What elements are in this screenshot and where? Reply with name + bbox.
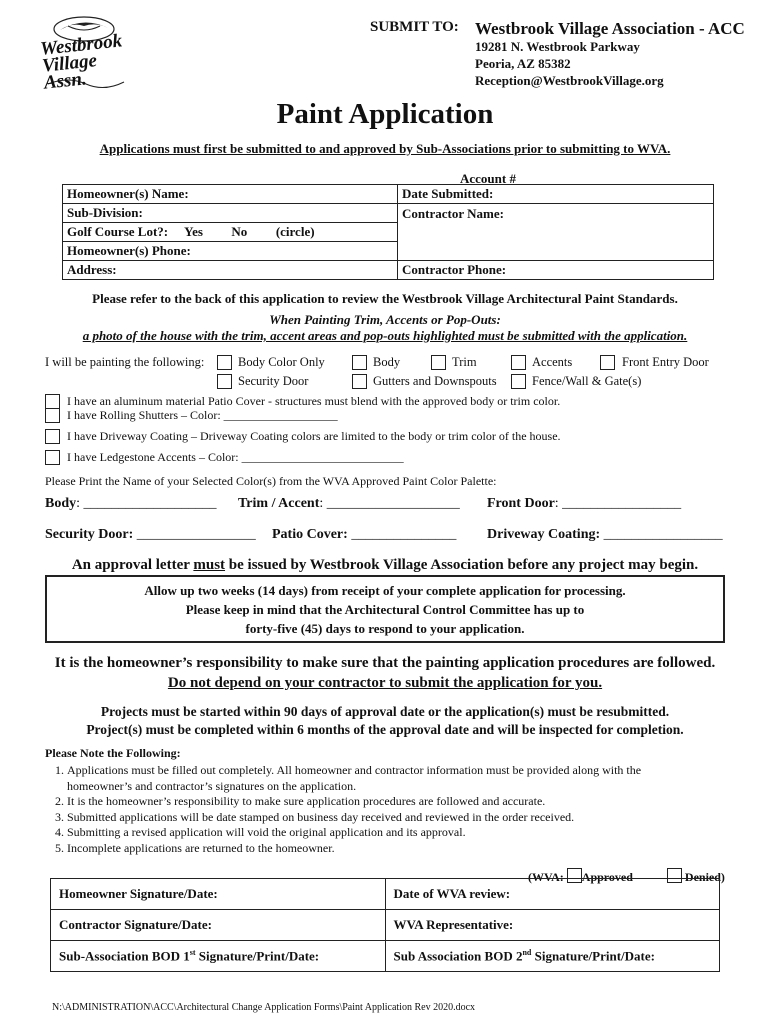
list-item: 1. Applications must be filled out completely. All homeowner and contractor information must be provided along with the homeowner’s and contractor’s signatures on the application.: [67, 763, 707, 794]
homeowner-signature-field[interactable]: Homeowner Signature/Date:: [51, 879, 386, 910]
checkbox-body[interactable]: [352, 355, 367, 370]
color-driveway-line: _________________: [600, 527, 723, 542]
checkbox-driveway-coating[interactable]: [45, 429, 60, 444]
box-line-2: Please keep in mind that the Architectural Control Committee has up to: [185, 602, 585, 617]
notes-list: [46, 763, 707, 856]
option-security-door: Security Door: [238, 374, 309, 388]
extra-ledgestone: I have Ledgestone Accents – Color: ___________________________: [67, 450, 404, 464]
bod2-label: Sub Association BOD 2: [393, 948, 523, 964]
color-front-door-line: : _________________: [554, 496, 682, 511]
submit-to-label: SUBMIT TO:: [370, 19, 459, 35]
checkbox-trim[interactable]: [431, 355, 446, 370]
signature-table: [50, 878, 720, 972]
color-front-door-label: Front Door: [487, 496, 555, 511]
checkbox-patio-cover[interactable]: [45, 394, 60, 409]
list-item: 4. Submitting a revised application will void the original application and its approval.: [67, 825, 707, 841]
refer-text: Please refer to the back of this application to review the Westbrook Village Architectural Paint Standards.: [92, 291, 678, 306]
color-trim-label: Trim / Accent: [238, 496, 320, 511]
contractor-signature-field[interactable]: Contractor Signature/Date:: [51, 910, 386, 941]
bod2-sup: nd: [522, 947, 532, 957]
color-security-label: Security Door:: [45, 527, 134, 542]
color-trim-line: : ___________________: [319, 496, 460, 511]
option-body: Body: [373, 355, 401, 369]
list-item: 5. Incomplete applications are returned to the homeowner.: [67, 841, 707, 857]
date-submitted-field[interactable]: Date Submitted:: [398, 185, 714, 204]
approval-must: must: [193, 557, 226, 573]
color-patio-line: _______________: [347, 527, 457, 542]
color-body-label: Body: [45, 496, 77, 511]
golf-circle-hint: (circle): [275, 224, 315, 239]
dont-depend-text: Do not depend on your contractor to submit the application for you.: [167, 675, 603, 691]
palette-prompt: Please Print the Name of your Selected Color(s) from the WVA Approved Paint Color Palette:: [45, 474, 497, 488]
extra-patio-cover: I have an aluminum material Patio Cover - structures must blend with the approved body or trim color.: [67, 394, 561, 408]
option-gutters: Gutters and Downspouts: [373, 374, 497, 388]
color-driveway-label: Driveway Coating:: [487, 527, 601, 542]
please-note-heading: Please Note the Following:: [45, 746, 181, 760]
approval-before: An approval letter: [71, 557, 194, 573]
color-security-line: _________________: [133, 527, 256, 542]
color-body-line: : ___________________: [76, 496, 217, 511]
photo-requirement: a photo of the house with the trim, accent areas and pop-outs highlighted must be submitted with the application.: [82, 328, 688, 343]
box-line-1: Allow up two weeks (14 days) from receipt of your complete application for processing.: [144, 583, 626, 598]
color-security-door-field[interactable]: [45, 527, 256, 543]
approval-notice: [0, 557, 770, 574]
extra-driveway-coating: I have Driveway Coating – Driveway Coating colors are limited to the body or trim color of the house.: [67, 429, 561, 443]
project-start-line: Projects must be started within 90 days of approval date or the application(s) must be resubmitted.: [100, 704, 670, 719]
contractor-phone-field[interactable]: Contractor Phone:: [398, 261, 714, 280]
checkbox-ledgestone[interactable]: [45, 450, 60, 465]
color-front-door-field[interactable]: [487, 496, 681, 512]
contractor-name-field[interactable]: Contractor Name:: [398, 204, 714, 261]
page-title: Paint Application: [276, 98, 494, 130]
option-trim: Trim: [452, 355, 477, 369]
subassoc-bod1-signature-field[interactable]: [51, 941, 386, 972]
address-line-3: Peoria, AZ 85382: [475, 56, 571, 71]
color-patio-label: Patio Cover:: [272, 527, 348, 542]
address-field[interactable]: Address:: [63, 261, 398, 280]
golf-yes-option[interactable]: Yes: [184, 224, 203, 239]
submit-address: [475, 19, 745, 89]
checkbox-security-door[interactable]: [217, 374, 232, 389]
wva-approved-label: Approved: [581, 870, 633, 884]
homeowner-name-field[interactable]: Homeowner(s) Name:: [63, 185, 398, 204]
bod1-label-post: Signature/Print/Date:: [195, 948, 320, 964]
address-line-2: 19281 N. Westbrook Parkway: [475, 39, 640, 54]
address-line-1: Westbrook Village Association - ACC: [475, 19, 745, 38]
list-item: 2. It is the homeowner’s responsibility to make sure application procedures are followed and accurate.: [67, 794, 707, 810]
checkbox-body-color-only[interactable]: [217, 355, 232, 370]
golf-label: Golf Course Lot?:: [67, 224, 169, 239]
checkbox-front-entry-door[interactable]: [600, 355, 615, 370]
subassoc-note: Applications must first be submitted to and approved by Sub-Associations prior to submitting to WVA.: [99, 141, 671, 156]
homeowner-phone-field[interactable]: Homeowner(s) Phone:: [63, 242, 398, 261]
wva-prefix: (WVA:: [528, 870, 564, 884]
option-body-color-only: Body Color Only: [238, 355, 325, 369]
wva-representative-field[interactable]: WVA Representative:: [385, 910, 720, 941]
checkbox-gutters[interactable]: [352, 374, 367, 389]
checkbox-accents[interactable]: [511, 355, 526, 370]
painting-label: I will be painting the following:: [45, 355, 205, 369]
logo-text: Westbrook Village Assn.: [39, 30, 124, 94]
golf-no-option[interactable]: No: [231, 224, 248, 239]
option-front-entry-door: Front Entry Door: [622, 355, 709, 369]
golf-course-field[interactable]: [63, 223, 398, 242]
color-driveway-field[interactable]: [487, 527, 723, 543]
bod1-sup: st: [189, 947, 196, 957]
checkbox-rolling-shutters[interactable]: [45, 408, 60, 423]
project-complete-line: Project(s) must be completed within 6 months of the approval date and will be inspected for completion.: [86, 722, 684, 737]
color-patio-cover-field[interactable]: [272, 527, 456, 543]
date-of-review-field[interactable]: Date of WVA review:: [385, 879, 720, 910]
project-deadlines: [0, 703, 770, 739]
option-accents: Accents: [532, 355, 573, 369]
address-line-4: Reception@WestbrookVillage.org: [475, 73, 664, 88]
list-item: 3. Submitted applications will be date stamped on business day received and reviewed in the order received.: [67, 810, 707, 826]
footer-path: N:\ADMINISTRATION\ACC\Architectural Change Application Forms\Paint Application Rev 2020.docx: [52, 1002, 476, 1013]
when-painting-text: When Painting Trim, Accents or Pop-Outs:: [269, 312, 501, 327]
color-body-field[interactable]: [45, 496, 217, 512]
subdivision-field[interactable]: Sub-Division:: [63, 204, 398, 223]
info-table: [62, 184, 714, 280]
subassoc-bod2-signature-field[interactable]: [385, 941, 720, 972]
checkbox-fence-wall[interactable]: [511, 374, 526, 389]
bod1-label: Sub-Association BOD 1: [59, 948, 190, 964]
account-number-field[interactable]: Account # ___________________: [460, 171, 643, 186]
wva-denied-label: Denied): [684, 870, 725, 884]
extra-rolling-shutters: I have Rolling Shutters – Color: ___________________: [67, 408, 338, 422]
color-trim-field[interactable]: [238, 496, 460, 512]
processing-box: [45, 575, 725, 643]
option-fence-wall: Fence/Wall & Gate(s): [532, 374, 642, 388]
logo: [38, 14, 134, 94]
responsibility-text: It is the homeowner’s responsibility to make sure that the painting application procedures are followed.: [54, 655, 716, 671]
bod2-label-post: Signature/Print/Date:: [531, 948, 655, 964]
box-line-3: forty-five (45) days to respond to your application.: [245, 621, 525, 636]
approval-after: be issued by Westbrook Village Association before any project may begin.: [225, 557, 699, 573]
